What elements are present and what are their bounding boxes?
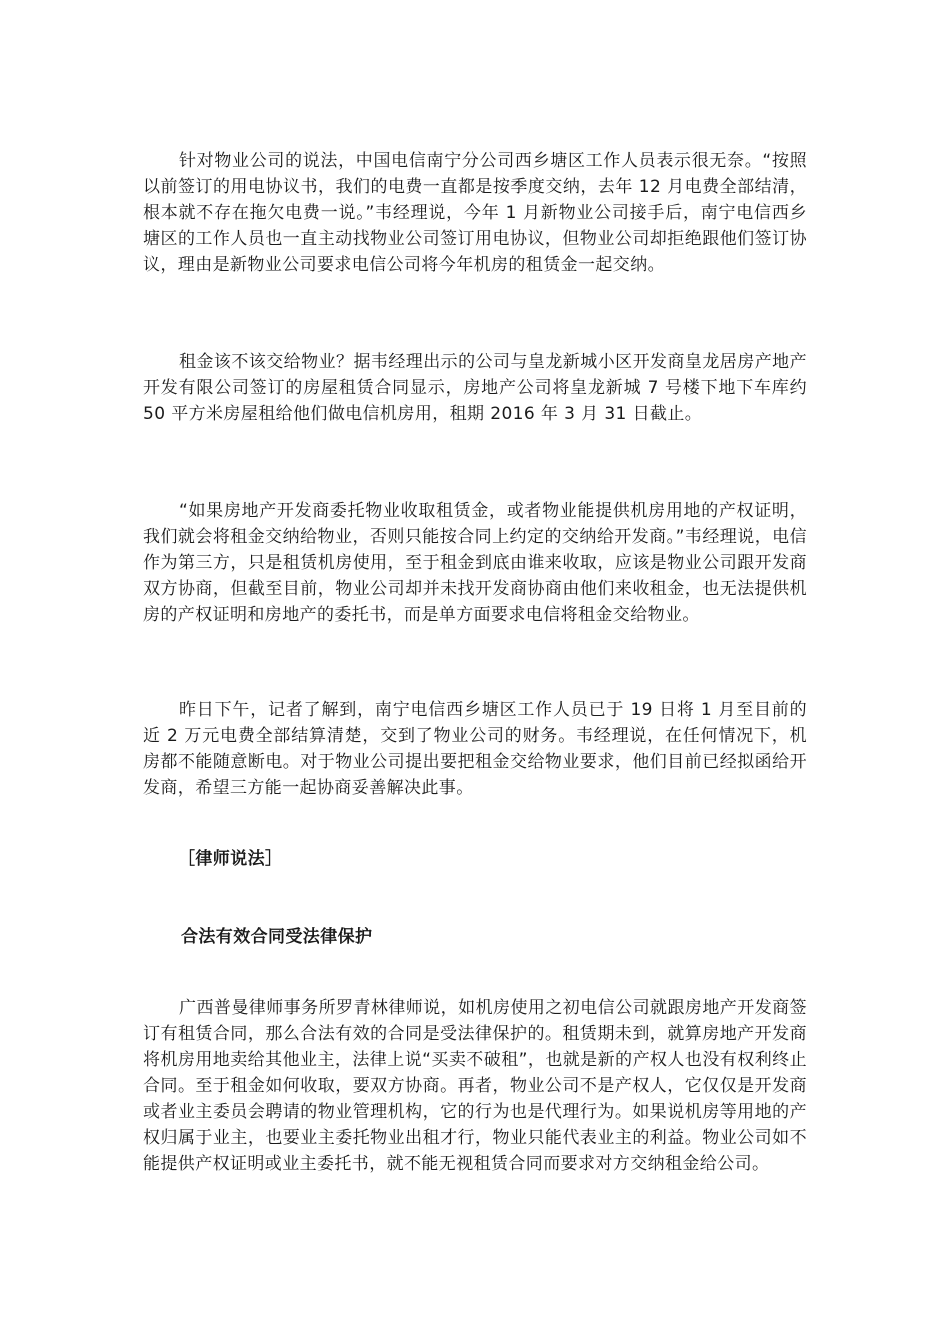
body-paragraph: 租金该不该交给物业？据韦经理出示的公司与皇龙新城小区开发商皇龙居房产地产开发有限公司签订的房屋租赁合同显示，房地产公司将皇龙新城 7 号楼下地下车库约 50 平方米房屋租给他们做电信机房用，租期 2016 年 3 月 31 日截止。 bbox=[143, 352, 807, 424]
section-title: 合法有效合同受法律保护 bbox=[181, 927, 373, 947]
body-paragraph: 针对物业公司的说法，中国电信南宁分公司西乡塘区工作人员表示很无奈。“按照以前签订的用电协议书，我们的电费一直都是按季度交纳，去年 12 月电费全部结清，根本就不存在拖欠电费一说。”韦经理说，今年 1 月新物业公司接手后，南宁电信西乡塘区的工作人员也一直主动找物业公司签订用电协议，但物业公司却拒绝跟他们签订协议，理由是新物业公司要求电信公司将今年机房的租赁金一起交纳。 bbox=[143, 151, 807, 275]
section-label: ［律师说法］ bbox=[178, 849, 283, 869]
body-paragraph: “如果房地产开发商委托物业收取租赁金，或者物业能提供机房用地的产权证明，我们就会将租金交纳给物业，否则只能按合同上约定的交纳给开发商。”韦经理说，电信作为第三方，只是租赁机房使用，至于租金到底由谁来收取，应该是物业公司跟开发商双方协商，但截至目前，物业公司却并未找开发商协商由他们来收租金，也无法提供机房的产权证明和房地产的委托书，而是单方面要求电信将租金交给物业。 bbox=[143, 501, 807, 625]
lawyer-paragraph: 广西普曼律师事务所罗青林律师说，如机房使用之初电信公司就跟房地产开发商签订有租赁合同，那么合法有效的合同是受法律保护的。租赁期未到，就算房地产开发商将机房用地卖给其他业主，法律上说“买卖不破租”，也就是新的产权人也没有权利终止合同。至于租金如何收取，要双方协商。再者，物业公司不是产权人，它仅仅是开发商或者业主委员会聘请的物业管理机构，它的行为也是代理行为。如果说机房等用地的产权归属于业主，也要业主委托物业出租才行，物业只能代表业主的利益。物业公司如不能提供产权证明或业主委托书，就不能无视租赁合同而要求对方交纳租金给公司。 bbox=[143, 998, 807, 1174]
body-paragraph: 昨日下午，记者了解到，南宁电信西乡塘区工作人员已于 19 日将 1 月至目前的近 2 万元电费全部结算清楚，交到了物业公司的财务。韦经理说，在任何情况下，机房都不能随意断电。对于物业公司提出要把租金交给物业要求，他们目前已经拟函给开发商，希望三方能一起协商妥善解决此事。 bbox=[143, 700, 807, 798]
